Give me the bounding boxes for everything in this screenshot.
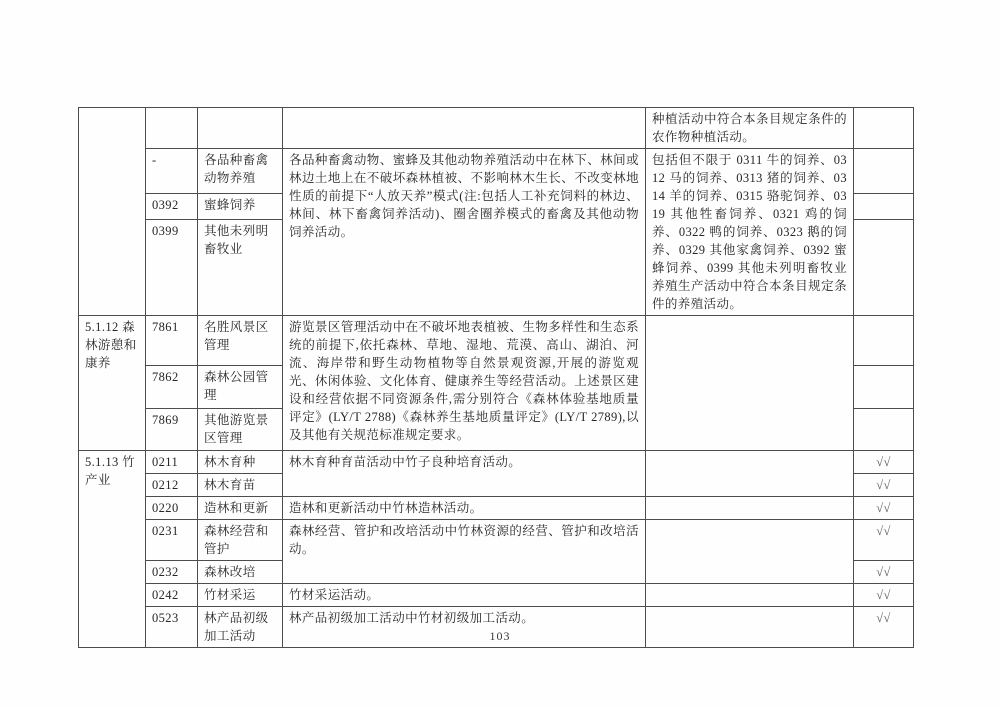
name-cell: 竹材采运 xyxy=(198,584,283,607)
description-cell xyxy=(283,108,646,149)
name-cell: 林木育苗 xyxy=(198,474,283,497)
name-cell: 各品种畜禽动物养殖 xyxy=(198,149,283,194)
check-marks: √√ xyxy=(876,565,891,579)
notes-cell xyxy=(646,497,854,520)
notes-cell xyxy=(646,584,854,607)
name-cell: 森林公园管理 xyxy=(198,366,283,409)
check-marks: √√ xyxy=(876,478,891,492)
code-cell: 0211 xyxy=(146,451,198,474)
code-cell: 0232 xyxy=(146,561,198,584)
notes-cell: 包括但不限于 0311 牛的饲养、0312 马的饲养、0313 猪的饲养、0314 羊的饲养、0315 骆驼饲养、0319 其他牲畜饲养、0321 鸡的饲养、0322 鸭的饲养、0323 鹅的饲养、0329 其他家禽饲养、0392 蜜蜂饲养、0399 其他未列明畜牧业养殖生产活动中符合本条目规定条件的养殖活动。 xyxy=(646,149,854,316)
category-cell xyxy=(79,108,146,316)
code-cell: 0220 xyxy=(146,497,198,520)
description-cell: 竹材采运活动。 xyxy=(283,584,646,607)
name-cell: 其他未列明畜牧业 xyxy=(198,219,283,315)
description-cell: 各品种畜禽动物、蜜蜂及其他动物养殖活动中在林下、林间或林边土地上在不破坏森林植被、不影响林木生长、不改变林地性质的前提下“人放天养”模式(注:包括人工补充饲料的林边、林间、林下畜禽饲养活动)、圈舍圈养模式的畜禽及其他动物饲养活动。 xyxy=(283,149,646,316)
check-cell xyxy=(854,366,914,409)
code-cell: 0242 xyxy=(146,584,198,607)
check-marks: √√ xyxy=(876,455,891,469)
table-row xyxy=(79,316,914,366)
check-cell xyxy=(854,584,914,607)
check-cell xyxy=(854,316,914,366)
code-cell: 7861 xyxy=(146,316,198,366)
table-row xyxy=(79,520,914,561)
name-cell xyxy=(198,108,283,149)
code-cell xyxy=(146,108,198,149)
code-cell: 7869 xyxy=(146,409,198,451)
notes-cell xyxy=(646,520,854,584)
description-cell: 游览景区管理活动中在不破坏地表植被、生物多样性和生态系统的前提下,依托森林、草地、湿地、荒漠、高山、湖泊、河流、海岸带和野生动物植物等自然景观资源,开展的游览观光、休闲体验、文化体育、健康养生等经营活动。上述景区建设和经营依据不同资源条件,需分别符合《森林体验基地质量评定》(LY/T 2788)《森林养生基地质量评定》(LY/T 2789),以及其他有关规范标准规定要求。 xyxy=(283,316,646,451)
check-cell xyxy=(854,149,914,194)
code-cell: 0523 xyxy=(146,607,198,648)
name-cell: 森林改培 xyxy=(198,561,283,584)
name-cell: 其他游览景区管理 xyxy=(198,409,283,451)
name-cell: 林木育种 xyxy=(198,451,283,474)
check-cell xyxy=(854,561,914,584)
check-cell xyxy=(854,108,914,149)
name-cell: 名胜风景区管理 xyxy=(198,316,283,366)
description-cell: 林木育种育苗活动中竹子良种培育活动。 xyxy=(283,451,646,497)
description-cell: 造林和更新活动中竹林造林活动。 xyxy=(283,497,646,520)
check-cell xyxy=(854,219,914,315)
check-cell xyxy=(854,451,914,474)
description-cell: 森林经营、管护和改培活动中竹林资源的经营、管护和改培活动。 xyxy=(283,520,646,584)
name-cell: 蜜蜂饲养 xyxy=(198,194,283,219)
notes-cell xyxy=(646,451,854,497)
code-cell: - xyxy=(146,149,198,194)
code-cell: 0392 xyxy=(146,194,198,219)
notes-cell xyxy=(646,316,854,451)
check-cell xyxy=(854,474,914,497)
table-row xyxy=(79,584,914,607)
table-row xyxy=(79,451,914,474)
check-cell xyxy=(854,520,914,561)
table-row xyxy=(79,149,914,194)
classification-table xyxy=(78,107,914,648)
code-cell: 0399 xyxy=(146,219,198,315)
name-cell: 林产品初级加工活动 xyxy=(198,607,283,648)
description-cell: 林产品初级加工活动中竹材初级加工活动。 xyxy=(283,607,646,648)
code-cell: 0231 xyxy=(146,520,198,561)
check-cell xyxy=(854,194,914,219)
check-marks: √√ xyxy=(876,501,891,515)
code-cell: 7862 xyxy=(146,366,198,409)
check-marks: √√ xyxy=(876,611,891,625)
name-cell: 森林经营和管护 xyxy=(198,520,283,561)
category-cell: 5.1.13 竹产业 xyxy=(79,451,146,648)
table-row xyxy=(79,108,914,149)
notes-cell: 种植活动中符合本条目规定条件的农作物种植活动。 xyxy=(646,108,854,149)
check-marks: √√ xyxy=(876,524,891,538)
table-row xyxy=(79,497,914,520)
name-cell: 造林和更新 xyxy=(198,497,283,520)
check-cell xyxy=(854,409,914,451)
check-cell xyxy=(854,497,914,520)
code-cell: 0212 xyxy=(146,474,198,497)
check-marks: √√ xyxy=(876,588,891,602)
category-cell: 5.1.12 森林游憩和康养 xyxy=(79,316,146,451)
page-number: 103 xyxy=(489,629,511,643)
